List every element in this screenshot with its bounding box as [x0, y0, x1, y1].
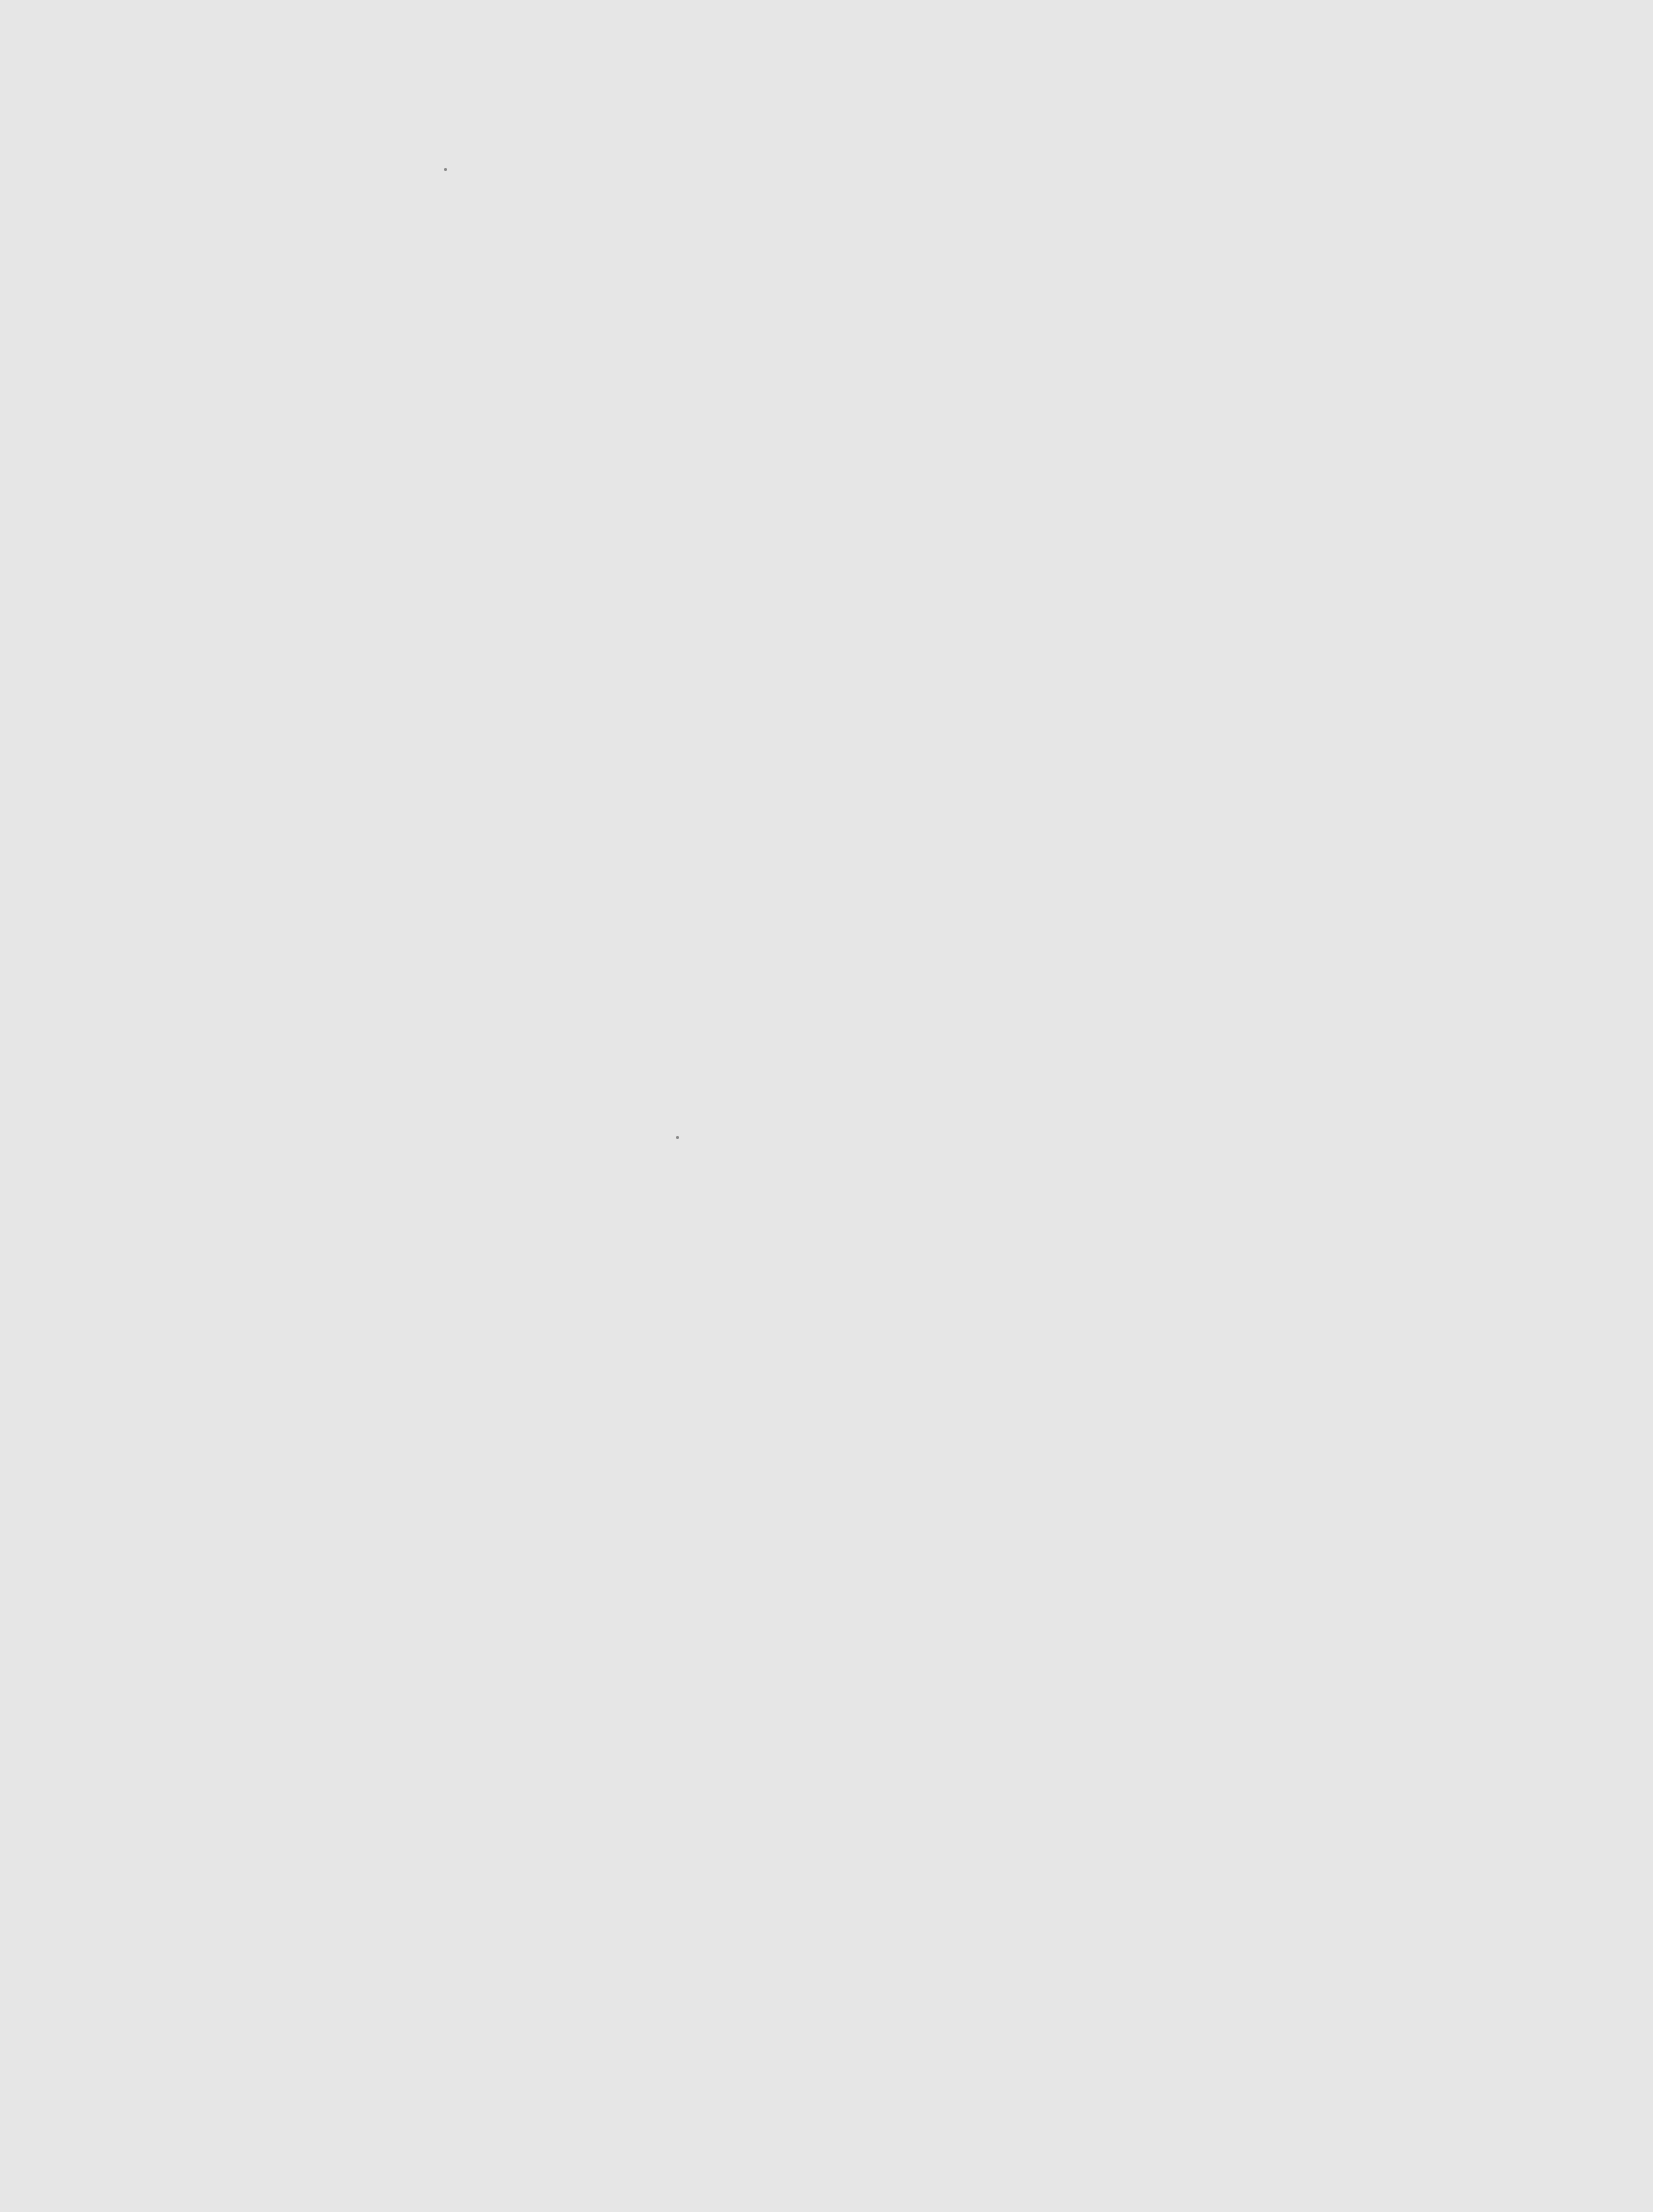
print-speck	[444, 168, 447, 171]
print-speck	[676, 1136, 679, 1139]
